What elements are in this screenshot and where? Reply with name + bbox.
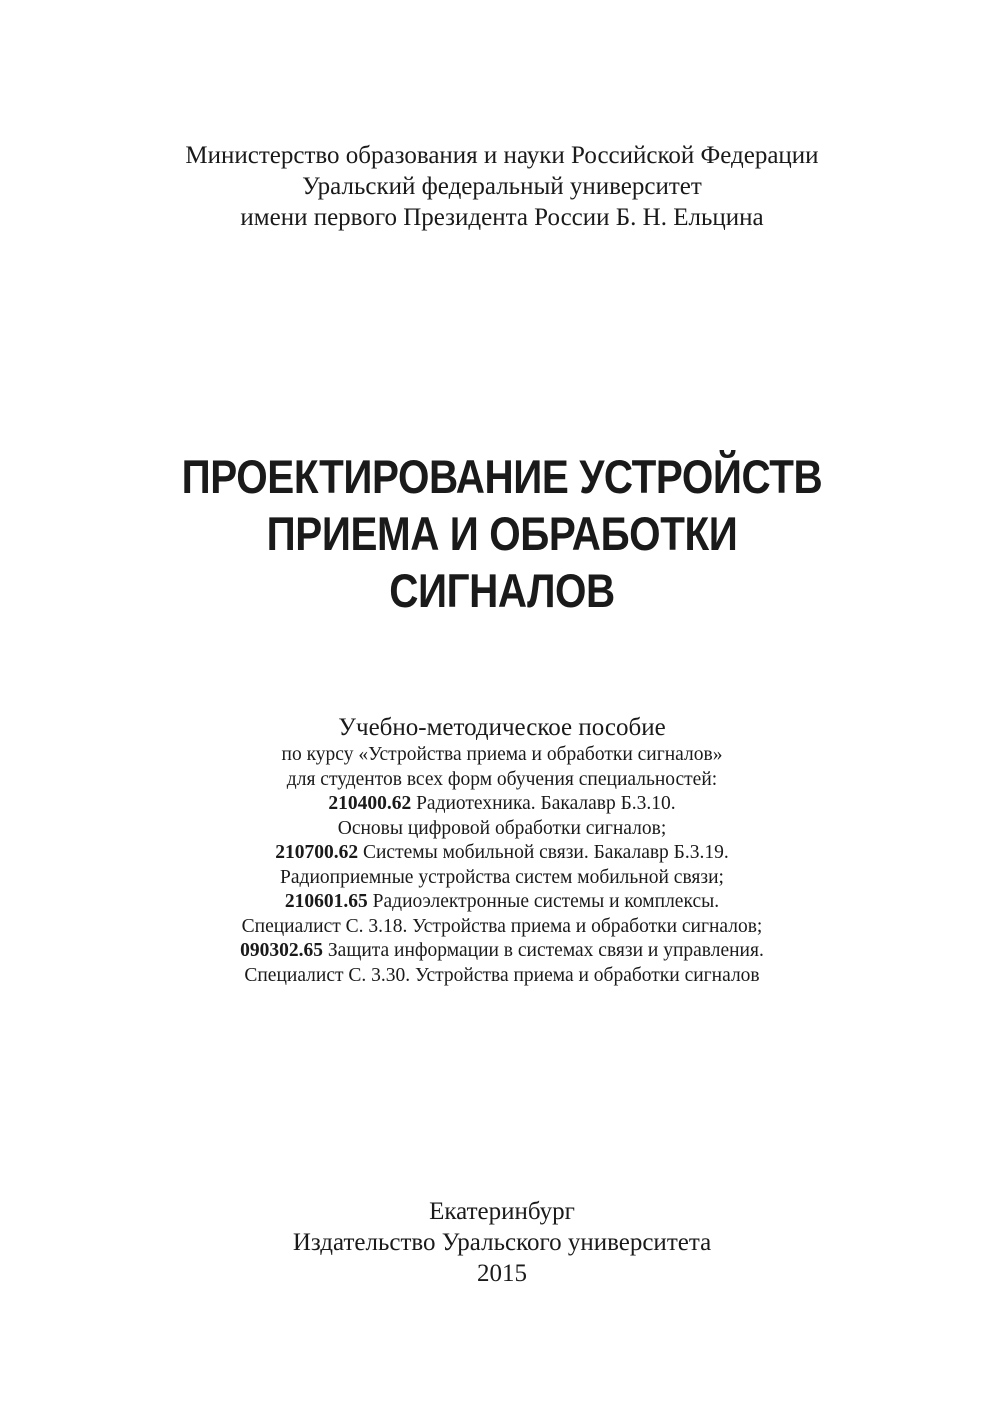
specialty-text: Радиотехника. Бакалавр Б.3.10. — [411, 793, 676, 814]
specialty-3-continuation: Специалист С. 3.18. Устройства приема и обработки сигналов; — [241, 915, 763, 937]
publisher: Издательство Уральского университета — [292, 1229, 712, 1256]
specialty-1-continuation: Основы цифровой обработки сигналов; — [337, 817, 667, 839]
audience-line: для студентов всех форм обучения специальностей: — [286, 768, 718, 790]
specialty-4-continuation: Специалист С. 3.30. Устройства приема и обработки сигналов — [244, 964, 760, 986]
document-title — [70, 448, 933, 619]
specialty-3 — [0, 890, 1004, 915]
year: 2015 — [477, 1260, 527, 1287]
imprint — [0, 1196, 1004, 1289]
specialty-code: 090302.65 — [240, 940, 324, 961]
specialty-text: Системы мобильной связи. Бакалавр Б.3.19. — [358, 842, 729, 863]
title-line-1: ПРОЕКТИРОВАНИЕ УСТРОЙСТВ — [181, 450, 823, 503]
specialty-1 — [0, 792, 1004, 817]
specialty-text: Радиоэлектронные системы и комплексы. — [367, 891, 720, 912]
specialty-2-continuation: Радиоприемные устройства систем мобильной связи; — [280, 866, 724, 888]
specialty-4 — [0, 939, 1004, 964]
specialty-code: 210400.62 — [328, 793, 412, 814]
title-line-2: ПРИЕМА И ОБРАБОТКИ — [266, 507, 738, 560]
document-description — [0, 713, 1004, 988]
city: Екатеринбург — [429, 1198, 575, 1225]
ministry-line: Министерство образования и науки Российской Федерации — [185, 142, 819, 169]
course-line: по курсу «Устройства приема и обработки сигналов» — [281, 744, 723, 765]
university-name-line: имени первого Президента России Б. Н. Ельцина — [240, 204, 764, 231]
specialty-2 — [0, 841, 1004, 866]
document-type: Учебно-методическое пособие — [338, 714, 666, 741]
specialty-code: 210700.62 — [275, 842, 359, 863]
institution-header — [0, 140, 1004, 233]
specialty-code: 210601.65 — [284, 891, 368, 912]
specialty-text: Защита информации в системах связи и управления. — [323, 940, 764, 961]
title-line-3: СИГНАЛОВ — [389, 564, 615, 617]
university-line: Уральский федеральный университет — [302, 173, 702, 200]
